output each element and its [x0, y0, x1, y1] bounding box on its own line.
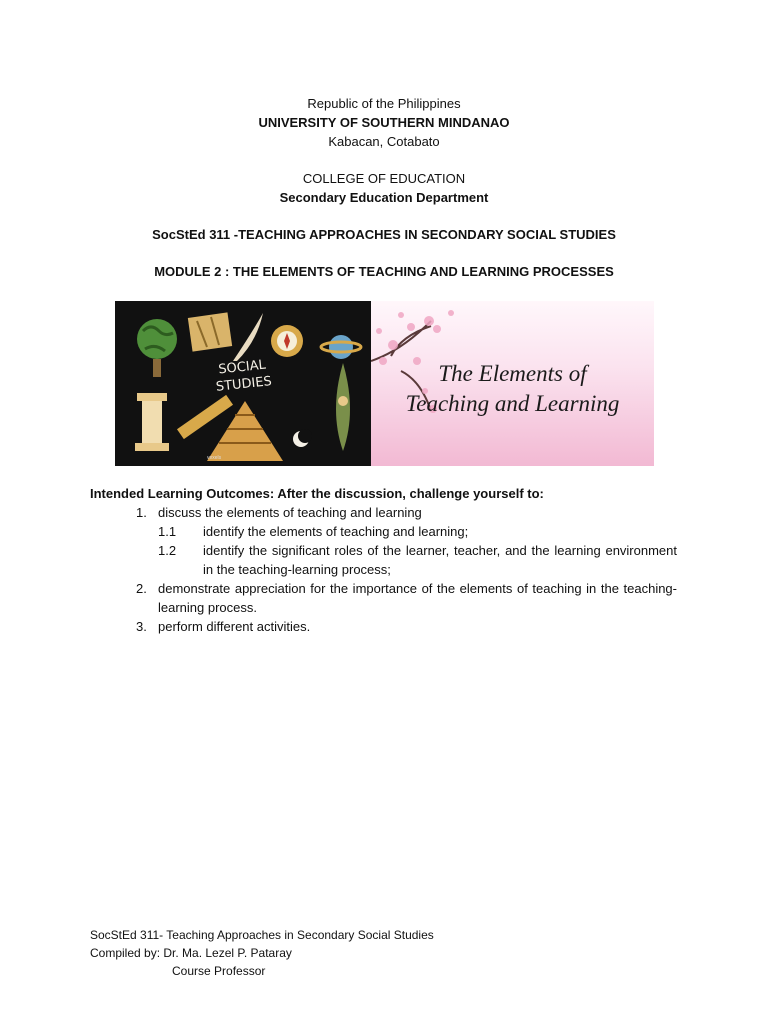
department-name: Secondary Education Department — [279, 190, 489, 205]
document-footer — [90, 926, 434, 980]
footer-course: SocStEd 311- Teaching Approaches in Secondary Social Studies — [90, 928, 434, 942]
republic-line: Republic of the Philippines — [307, 96, 461, 111]
column-icon — [135, 393, 169, 451]
compass-icon — [271, 325, 303, 357]
college-name: COLLEGE OF EDUCATION — [302, 171, 466, 186]
list-item-number: 1. — [136, 505, 147, 520]
list-item — [90, 579, 690, 617]
feather-icon — [233, 313, 263, 361]
banner-title — [371, 359, 654, 419]
university-name: UNIVERSITY OF SOUTHERN MINDANAO — [258, 115, 510, 130]
list-item — [90, 541, 690, 579]
elements-banner — [371, 301, 654, 466]
learning-outcomes — [90, 486, 690, 636]
image-credit: vexels — [207, 455, 222, 461]
list-item-text: discuss the elements of teaching and learning — [158, 505, 422, 520]
learning-outcomes-title: Intended Learning Outcomes: After the discussion, challenge yourself to: — [90, 486, 544, 501]
social-studies-label: SOCIAL STUDIES — [215, 357, 273, 395]
list-item — [90, 503, 690, 522]
list-item — [90, 617, 690, 636]
planet-icon — [321, 335, 361, 359]
social-studies-illustration — [115, 301, 371, 466]
document-header — [0, 94, 768, 281]
banner-title-line1: The Elements of — [438, 361, 587, 386]
footer-compiled-by: Compiled by: Dr. Ma. Lezel P. Pataray — [90, 946, 292, 960]
list-item-number: 1.1 — [158, 524, 177, 539]
list-item-text: identify the elements of teaching and learning; — [203, 524, 469, 539]
list-item — [90, 522, 690, 541]
list-item-text: identify the significant roles of the learner, teacher, and the learning environment in the teaching-learning process; — [203, 543, 677, 577]
module-banner — [115, 301, 654, 466]
list-item-number: 2. — [136, 581, 147, 596]
list-item-number: 1.2 — [158, 543, 177, 558]
telescope-icon — [177, 395, 233, 439]
module-title: MODULE 2 : THE ELEMENTS OF TEACHING AND LEARNING PROCESSES — [154, 264, 614, 279]
rocket-icon — [336, 363, 350, 451]
map-icon — [188, 312, 232, 351]
list-item-text: demonstrate appreciation for the importance of the elements of teaching in the teaching-learning process. — [158, 581, 677, 615]
footer-role: Course Professor — [172, 964, 266, 978]
list-item-text: perform different activities. — [158, 619, 311, 634]
list-item-number: 3. — [136, 619, 147, 634]
banner-title-line2: Teaching and Learning — [405, 391, 620, 416]
university-location: Kabacan, Cotabato — [328, 134, 440, 149]
globe-icon — [137, 319, 177, 377]
moon-icon — [293, 429, 312, 447]
course-title: SocStEd 311 -TEACHING APPROACHES IN SECONDARY SOCIAL STUDIES — [152, 227, 616, 242]
